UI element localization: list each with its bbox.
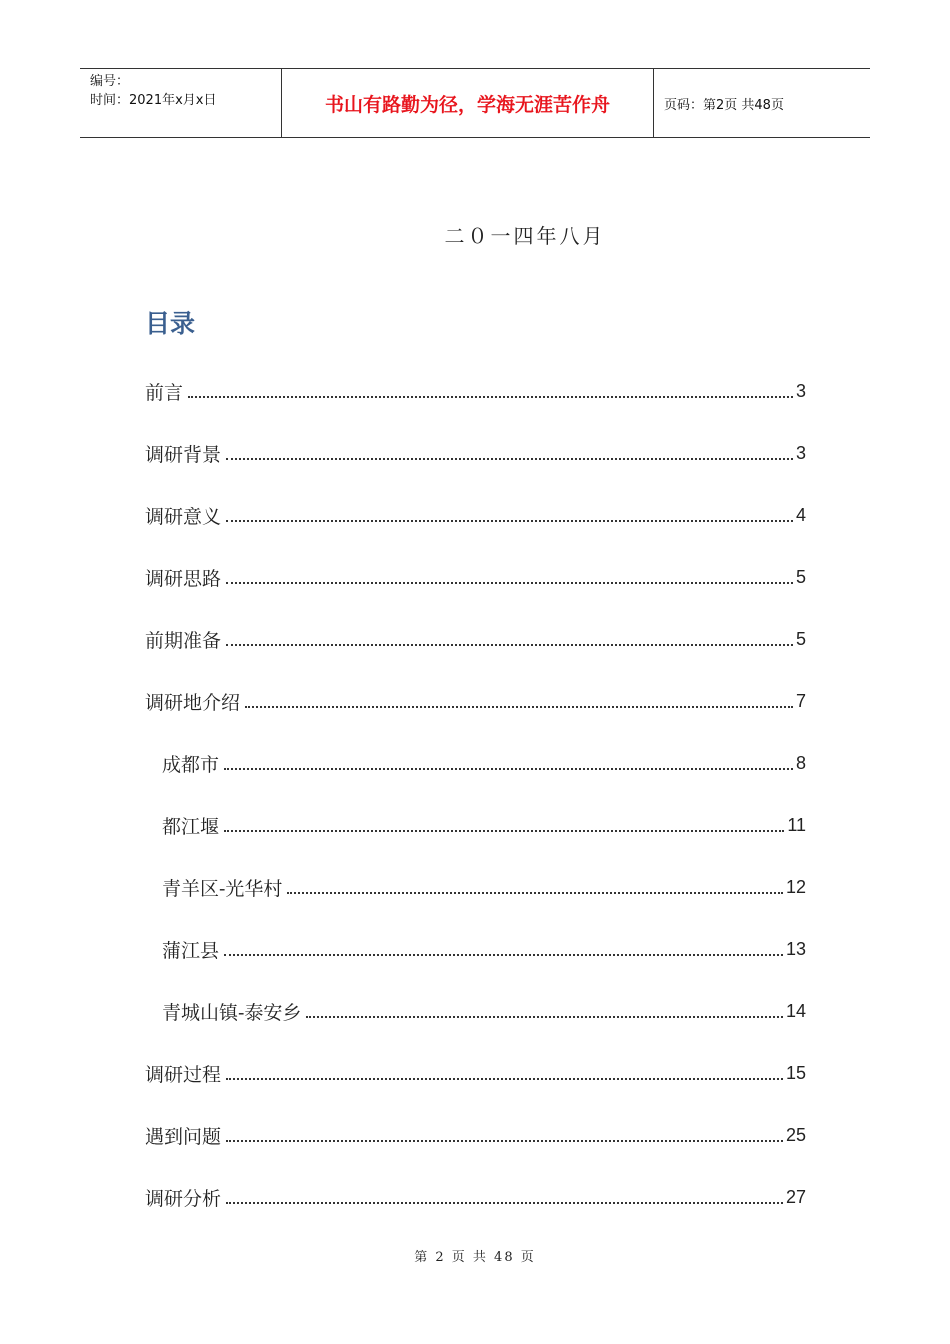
toc-entry[interactable] <box>145 1042 806 1104</box>
toc-dot-leader <box>226 1078 783 1080</box>
toc-entry-page-number: 14 <box>785 1000 806 1021</box>
toc-entry[interactable] <box>145 918 806 980</box>
header-page-info: 页码：第2页 共48页 <box>664 97 784 113</box>
toc-entry[interactable] <box>145 360 806 422</box>
toc-entry-page-number: 3 <box>795 442 806 463</box>
toc-entry[interactable] <box>145 422 806 484</box>
toc-dot-leader <box>224 954 783 956</box>
toc-entry-label: 调研过程 <box>145 1060 223 1087</box>
toc-entry[interactable] <box>145 980 806 1042</box>
toc-dot-leader <box>226 644 793 646</box>
toc-dot-leader <box>188 396 793 398</box>
toc-entry-label: 青羊区-光华村 <box>162 874 284 901</box>
document-time: 时间：2021年x月x日 <box>90 93 217 108</box>
toc-title: 目录 <box>145 309 196 338</box>
toc-entry-page-number: 13 <box>785 938 806 959</box>
toc-entry[interactable] <box>145 608 806 670</box>
toc-dot-leader <box>306 1016 783 1018</box>
toc-entry[interactable] <box>145 856 806 918</box>
toc-entry-label: 青城山镇-泰安乡 <box>162 998 303 1025</box>
toc-dot-leader <box>226 582 793 584</box>
toc-entry-label: 调研思路 <box>145 564 223 591</box>
toc-entry-label: 前期准备 <box>145 626 223 653</box>
document-date: 二０一四年八月 <box>444 224 606 248</box>
toc-entry[interactable] <box>145 1104 806 1166</box>
toc-dot-leader <box>226 1202 783 1204</box>
toc-dot-leader <box>226 458 793 460</box>
toc-dot-leader <box>245 706 793 708</box>
toc-dot-leader <box>224 768 793 770</box>
document-number-label: 编号： <box>90 74 130 89</box>
toc-entry-page-number: 25 <box>785 1124 806 1145</box>
header-meta <box>80 69 281 137</box>
table-of-contents <box>145 360 806 1228</box>
toc-entry-label: 前言 <box>145 378 185 405</box>
toc-entry-label: 都江堰 <box>162 812 221 839</box>
toc-entry-page-number: 3 <box>795 380 806 401</box>
toc-entry-page-number: 12 <box>785 876 806 897</box>
toc-entry[interactable] <box>145 1166 806 1228</box>
toc-entry-page-number: 27 <box>785 1186 806 1207</box>
toc-entry-page-number: 7 <box>795 690 806 711</box>
toc-entry-page-number: 5 <box>795 566 806 587</box>
toc-entry[interactable] <box>145 546 806 608</box>
toc-entry-label: 遇到问题 <box>145 1122 223 1149</box>
toc-entry-label: 调研地介绍 <box>145 688 242 715</box>
toc-entry-page-number: 15 <box>785 1062 806 1083</box>
toc-entry[interactable] <box>145 484 806 546</box>
toc-entry-page-number: 4 <box>795 504 806 525</box>
toc-dot-leader <box>224 830 784 832</box>
toc-dot-leader <box>287 892 783 894</box>
toc-entry[interactable] <box>145 732 806 794</box>
page-header <box>80 68 870 138</box>
toc-entry-page-number: 8 <box>795 752 806 773</box>
toc-entry-label: 调研分析 <box>145 1184 223 1211</box>
toc-entry-label: 调研意义 <box>145 502 223 529</box>
header-motto: 书山有路勤为径，学海无涯苦作舟 <box>281 69 654 137</box>
toc-entry-label: 成都市 <box>162 750 221 777</box>
page-footer: 第 2 页 共 48 页 <box>414 1250 536 1265</box>
toc-entry-label: 蒲江县 <box>162 936 221 963</box>
toc-entry[interactable] <box>145 794 806 856</box>
toc-dot-leader <box>226 1140 783 1142</box>
toc-dot-leader <box>226 520 793 522</box>
toc-entry[interactable] <box>145 670 806 732</box>
toc-entry-page-number: 11 <box>787 814 806 835</box>
toc-entry-page-number: 5 <box>795 628 806 649</box>
toc-entry-label: 调研背景 <box>145 440 223 467</box>
